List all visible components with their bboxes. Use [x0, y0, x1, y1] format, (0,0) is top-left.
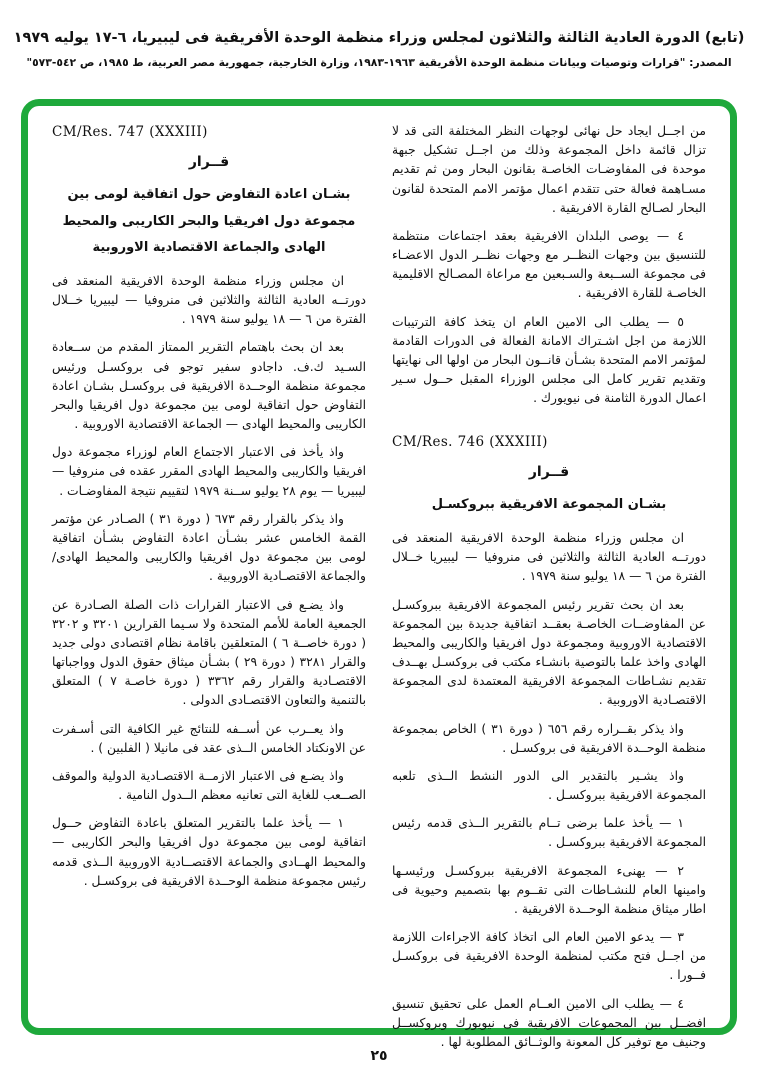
- paragraph: واذ يأخذ فى الاعتبار الاجتماع العام لوزراء مجموعة دول افريقيا والكاريبى والمحيط الهادى المقرر عقده فى منروفيا — ليبيريا — يوم ٢٨ يوليو ســنة ١٩٧٩ لتقييم نتيجة المفاوضـات .: [52, 445, 366, 498]
- column-left: [52, 122, 366, 1018]
- qarar-heading: قــرار: [528, 464, 570, 481]
- paragraph: ١ — يأخذ علما بالتقرير المتعلق باعادة التفاوض حــول اتفاقية لومى بين مجموعة دول افريقيا والبحر الكاريبى — والمحيط الهــادى والجماعة الاقتصــادية الاوروبية الــذى قدمه رئيس مجموعة منظمة الوحــدة الافريقية فى بروكسـل .: [52, 816, 366, 888]
- paragraph: بعد ان بحث تقرير رئيس المجموعة الافريقية ببروكسـل عن المفاوضــات الخاصـة بعقــد اتفاقية جديدة بين المجموعة الاقتصادية الاوروبية ومجموعة دول افريقيا والكاريبى والمحيط الهادى واخذ علما بالتوصية بانشـاء مكتب فى بروكسـل بهــدف تقديم نشـاطات المجموعة الافريقية المعتمدة لدى المجموعة الاقتصـادية الاوروبية .: [392, 597, 706, 708]
- paragraph: ١ — يأخذ علما برضى تــام بالتقرير الــذى قدمه رئيس المجموعة الافريقية ببروكسـل .: [392, 816, 706, 850]
- column-right: [392, 122, 706, 1049]
- paragraph: ٤ — يوصى البلدان الافريقية بعقد اجتماعات منتظمة للتنسيق بين وجهات النظــر مع وجهات نظــر الدول الاعضـاء فى مجموعة الســبعة والسـبعين مع مراعاة المصـالح الاقليمية الخاصـة للقارة الافريقية .: [392, 228, 706, 301]
- paragraph: واذ يعــرب عن أســفه للنتائج غير الكافية التى أسـفرت عن الاونكتاد الخامس الــذى عقد فى مانيلا ( الفلبين ) .: [52, 721, 366, 755]
- resolution-id-746: CM/Res. 746 (XXXIII): [392, 434, 548, 451]
- paragraph: واذ يذكر بقــراره رقم ٦٥٦ ( دورة ٣١ ) الخاص بمجموعة منظمة الوحــدة الافريقية فى بروكسـل .: [392, 721, 706, 755]
- paragraph: بعد ان بحث باهتمام التقرير الممتاز المقدم من ســعادة السـيد ك.ف. داجادو سفير توجو فى بروكسـل ورئيس مجموعة منظمة الوحــدة الافريقية فى بروكسـل بشـان اعادة التفاوض حول اتفاقية لومى بين مجموعة دول افريقيا والبحر الكاريبى والمحيط الهادى — الجماعة الاقتصادية الاوروبية .: [52, 340, 366, 432]
- title-line: الهادى والجماعة الاقتصادية الاوروبية: [92, 240, 326, 256]
- title-line: بشـان اعادة التفاوض حول اتفاقية لومى بين: [67, 187, 351, 202]
- resolution-747-title: [52, 182, 366, 262]
- paragraph: ٢ — يهنىء المجموعة الافريقية ببروكسـل ورئيسـها وامينها العام للنشـاطات التى تقــوم بها بتصميم وحيوية فى اطار ميثاق منظمة الوحــدة الافريقية .: [392, 863, 706, 916]
- paragraph: واذ يضـع فى الاعتبار القرارات ذات الصلة الصـادرة عن الجمعية العامة للأمم المتحدة ولا سـيما القرارين ٣٢٠١ و ٣٢٠٢ ( دورة خاصــة ٦ ) المتعلقين باقامة نظام اقتصادى دولى جديد والقرار ٣٢٨١ ( دورة ٢٩ ) بشـأن ميثاق حقوق الدول وواجباتها الاقتصـادية والقرار رقم ٣٣٦٢ ( دورة خاصـة ٧ ) المتعلق بالتنمية والتعاون الاقتصـادى الدولى .: [52, 597, 367, 708]
- paragraph: ٥ — يطلب الى الامين العام ان يتخذ كافة الترتيبات اللازمة من اجل اشـتراك الامانة الفعالة فى الدورات القادمة لمؤتمر الامم المتحدة بشـأن قانــون البحار من اولها الى نهايتها وتقديم تقرير كامل الى مجلس الوزراء المقبل حــول سـير اعمال الدورة الثامنة فى نيويورك .: [392, 314, 706, 406]
- paragraph: ٤ — يطلب الى الامين العــام العمل على تحقيق تنسيق افضــل بين المجموعات الافريقية فى نيويورك وبروكســل وجنيف مع توفير كل المعونة والوثــائق المطلوبة لها .: [392, 996, 706, 1049]
- page-header: [0, 0, 758, 69]
- page-number: ٢٥: [370, 1048, 388, 1064]
- source-line: المصدر: "قرارات وتوصيات وبيانات منظمة الوحدة الأفريقية ١٩٦٣-١٩٨٣، وزارة الخارجية، جمهورية مصر العربية، ط ١٩٨٥، ص ٥٤٢-٥٧٣": [26, 56, 732, 69]
- paragraph: واذ يشـير بالتقدير الى الدور النشط الــذى تلعبه المجموعة الافريقية ببروكسـل .: [392, 768, 706, 803]
- resolution-746-title: بشـان المجموعة الافريقية ببروكسـل: [431, 497, 667, 513]
- paragraph: واذ يذكر بالقرار رقم ٦٧٣ ( دورة ٣١ ) الصـادر عن مؤتمر القمة الخامس عشر بشـأن اعادة التفاوض بشـأن اتفاقية لومى بين مجموعة دول افريقيا والكاريبى والمحيط الهادى/والجماعة الاقتصـادية الاوروبية .: [52, 511, 366, 584]
- title-line: مجموعة دول افريقيا والبحر الكاريبى والمحيط: [62, 213, 356, 229]
- content-frame: [21, 99, 737, 1049]
- paragraph: ٣ — يدعو الامين العام الى اتخاذ كافة الاجراءات اللازمة من اجــل فتح مكتب لمنظمة الوحدة الافريقية فى بروكسـل فــورا .: [392, 930, 706, 983]
- resolution-id-747: CM/Res. 747 (XXXIII): [52, 124, 208, 140]
- two-column-layout: [28, 106, 730, 1049]
- qarar-heading: قــرار: [188, 154, 230, 170]
- paragraph: ان مجلس وزراء منظمة الوحدة الافريقية المنعقد فى دورتــه العادية الثالثة والثلاثين فى منروفيا — ليبيريا خــلال الفترة من ٦ — ١٨ يوليو سنة ١٩٧٩ .: [392, 531, 706, 584]
- paragraph: من اجــل ايجاد حل نهائى لوجهات النظر المختلفة التى قد لا تزال قائمة داخل المجموعة وذلك من اجــل تشكيل جبهة موحدة فى المفاوضـات الخاصـة بقانون البحار ومن ثم تقديم مسـاهمة فعالة حتى تتقدم اعمال مؤتمر الامم المتحدة لقانون البحار لصـالح القارة الافريقية .: [392, 124, 706, 215]
- paragraph: ان مجلس وزراء منظمة الوحدة الافريقية المنعقد فى دورتــه العادية الثالثة والثلاثين فى منروفيا — ليبيريا خــلال الفترة من ٦ — ١٨ يوليو سنة ١٩٧٩ .: [52, 273, 366, 327]
- paragraph: واذ يضـع فى الاعتبار الازمــة الاقتصـادية الدولية والموقف الصــعب للغاية التى تعانيه معظم الــدول النامية .: [52, 768, 366, 803]
- session-title: (تابع) الدورة العادية الثالثة والثلاثون لمجلس وزراء منظمة الوحدة الأفريقية فى ليبيريا، ٦-١٧ يوليه ١٩٧٩: [13, 30, 745, 46]
